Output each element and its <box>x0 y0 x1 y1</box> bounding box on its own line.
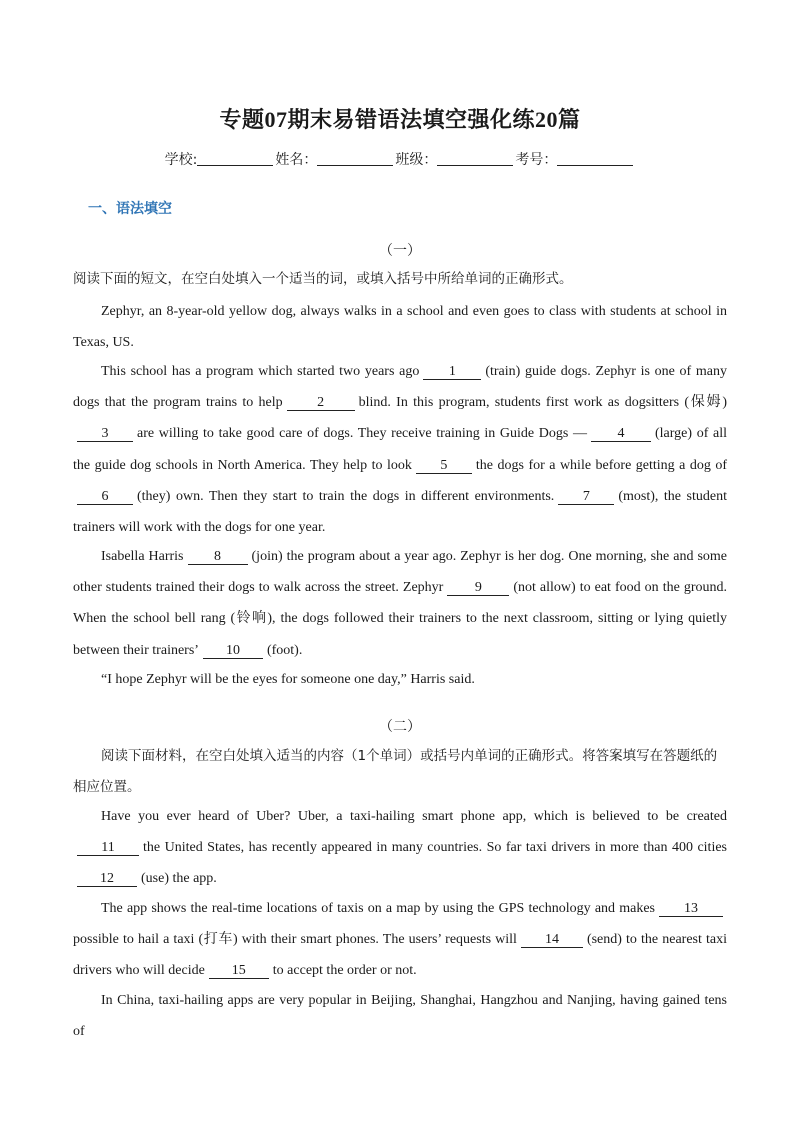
text-segment: (they) own. Then they start to train the dogs in different environments. <box>137 488 555 504</box>
text-segment: (send) to the nearest taxi drivers who will decide <box>73 932 727 979</box>
blank-7[interactable]: 7 <box>558 489 614 505</box>
text-segment: (foot). <box>266 642 303 658</box>
text-segment: (large) of all the guide dog schools in North America. They help to look <box>73 426 727 473</box>
text-segment: (not allow) to eat food on the ground. When the school bell rang (铃响), the dogs followed their trainers to the next classroom, sitting or lying quietly between their trainers’ <box>73 580 727 658</box>
blank-12[interactable]: 12 <box>77 871 137 887</box>
blank-11[interactable]: 11 <box>77 840 139 856</box>
text-segment: Isabella Harris <box>101 549 184 564</box>
blank-15[interactable]: 15 <box>209 963 269 979</box>
text-segment: are willing to take good care of dogs. They receive training in Guide Dogs — <box>137 426 587 442</box>
blank-3[interactable]: 3 <box>77 426 133 442</box>
blank-10[interactable]: 10 <box>203 643 263 659</box>
passage-2-instruction: 阅读下面材料，在空白处填入适当的内容（1个单词）或括号内单词的正确形式。将答案填写在答题纸的相应位置。 <box>73 748 718 796</box>
text-segment: (most), the student trainers will work with the dogs for one year. <box>73 488 727 536</box>
document-title: 专题07期末易错语法填空强化练20篇 <box>219 107 581 132</box>
blank-8[interactable]: 8 <box>188 549 248 565</box>
blank-13[interactable]: 13 <box>659 901 723 917</box>
passage-2-paragraph-2 <box>73 893 727 987</box>
text-segment: (use) the app. <box>141 871 217 887</box>
passage-1-paragraph-4: “I hope Zephyr will be the eyes for someone one day,” Harris said. <box>101 672 475 687</box>
text-segment: Have you ever heard of Uber? Uber, a taxi-hailing smart phone app, which is believed to be created <box>101 809 727 824</box>
name-label: 姓名： <box>275 152 318 168</box>
text-segment: possible to hail a taxi (打车) with their smart phones. The users’ requests will <box>73 932 517 948</box>
passage-2-label: （二） <box>379 719 421 735</box>
blank-5[interactable]: 5 <box>416 458 472 474</box>
name-field[interactable] <box>317 151 393 166</box>
text-segment: The app shows the real-time locations of taxis on a map by using the GPS technology and makes <box>101 901 655 916</box>
text-segment: the United States, has recently appeared in many countries. So far taxi drivers in more than 400 cities <box>143 840 727 856</box>
text-segment: blind. In this program, students first work as dogsitters (保姆) <box>358 395 727 411</box>
section-heading: 一、语法填空 <box>88 201 172 217</box>
blank-14[interactable]: 14 <box>521 932 583 948</box>
passage-1-instruction: 阅读下面的短文，在空白处填入一个适当的词，或填入括号中所给单词的正确形式。 <box>73 271 573 287</box>
passage-2-paragraph-3: In China, taxi-hailing apps are very popular in Beijing, Shanghai, Hangzhou and Nanjing, having gained tens of <box>73 993 727 1040</box>
blank-1[interactable]: 1 <box>423 364 481 380</box>
passage-1-paragraph-3 <box>73 541 727 666</box>
blank-9[interactable]: 9 <box>447 580 509 596</box>
exam-number-label: 考号： <box>515 152 558 168</box>
text-segment: the dogs for a while before getting a dog of <box>475 457 727 473</box>
passage-1-label: （一） <box>379 243 421 259</box>
passage-1-paragraph-1: Zephyr, an 8-year-old yellow dog, always walks in a school and even goes to class with students at school in Texas, US. <box>73 304 727 351</box>
text-segment: (train) guide dogs. Zephyr is one of many dogs that the program trains to help <box>73 364 727 411</box>
text-segment: to accept the order or not. <box>272 963 417 979</box>
blank-2[interactable]: 2 <box>287 395 355 411</box>
blank-6[interactable]: 6 <box>77 489 133 505</box>
text-segment: This school has a program which started two years ago <box>101 364 420 379</box>
blank-4[interactable]: 4 <box>591 426 651 442</box>
class-field[interactable] <box>437 151 513 166</box>
school-label: 学校: <box>164 152 198 168</box>
passage-2-paragraph-1 <box>73 801 727 895</box>
class-label: 班级： <box>395 152 438 168</box>
student-info-fields <box>0 149 800 169</box>
exam-number-field[interactable] <box>557 151 633 166</box>
text-segment: (join) the program about a year ago. Zephyr is her dog. One morning, she and some other students trained their dogs to walk across the street. Zephyr <box>73 549 727 596</box>
school-field[interactable] <box>197 151 273 166</box>
passage-1-paragraph-2 <box>73 356 727 543</box>
